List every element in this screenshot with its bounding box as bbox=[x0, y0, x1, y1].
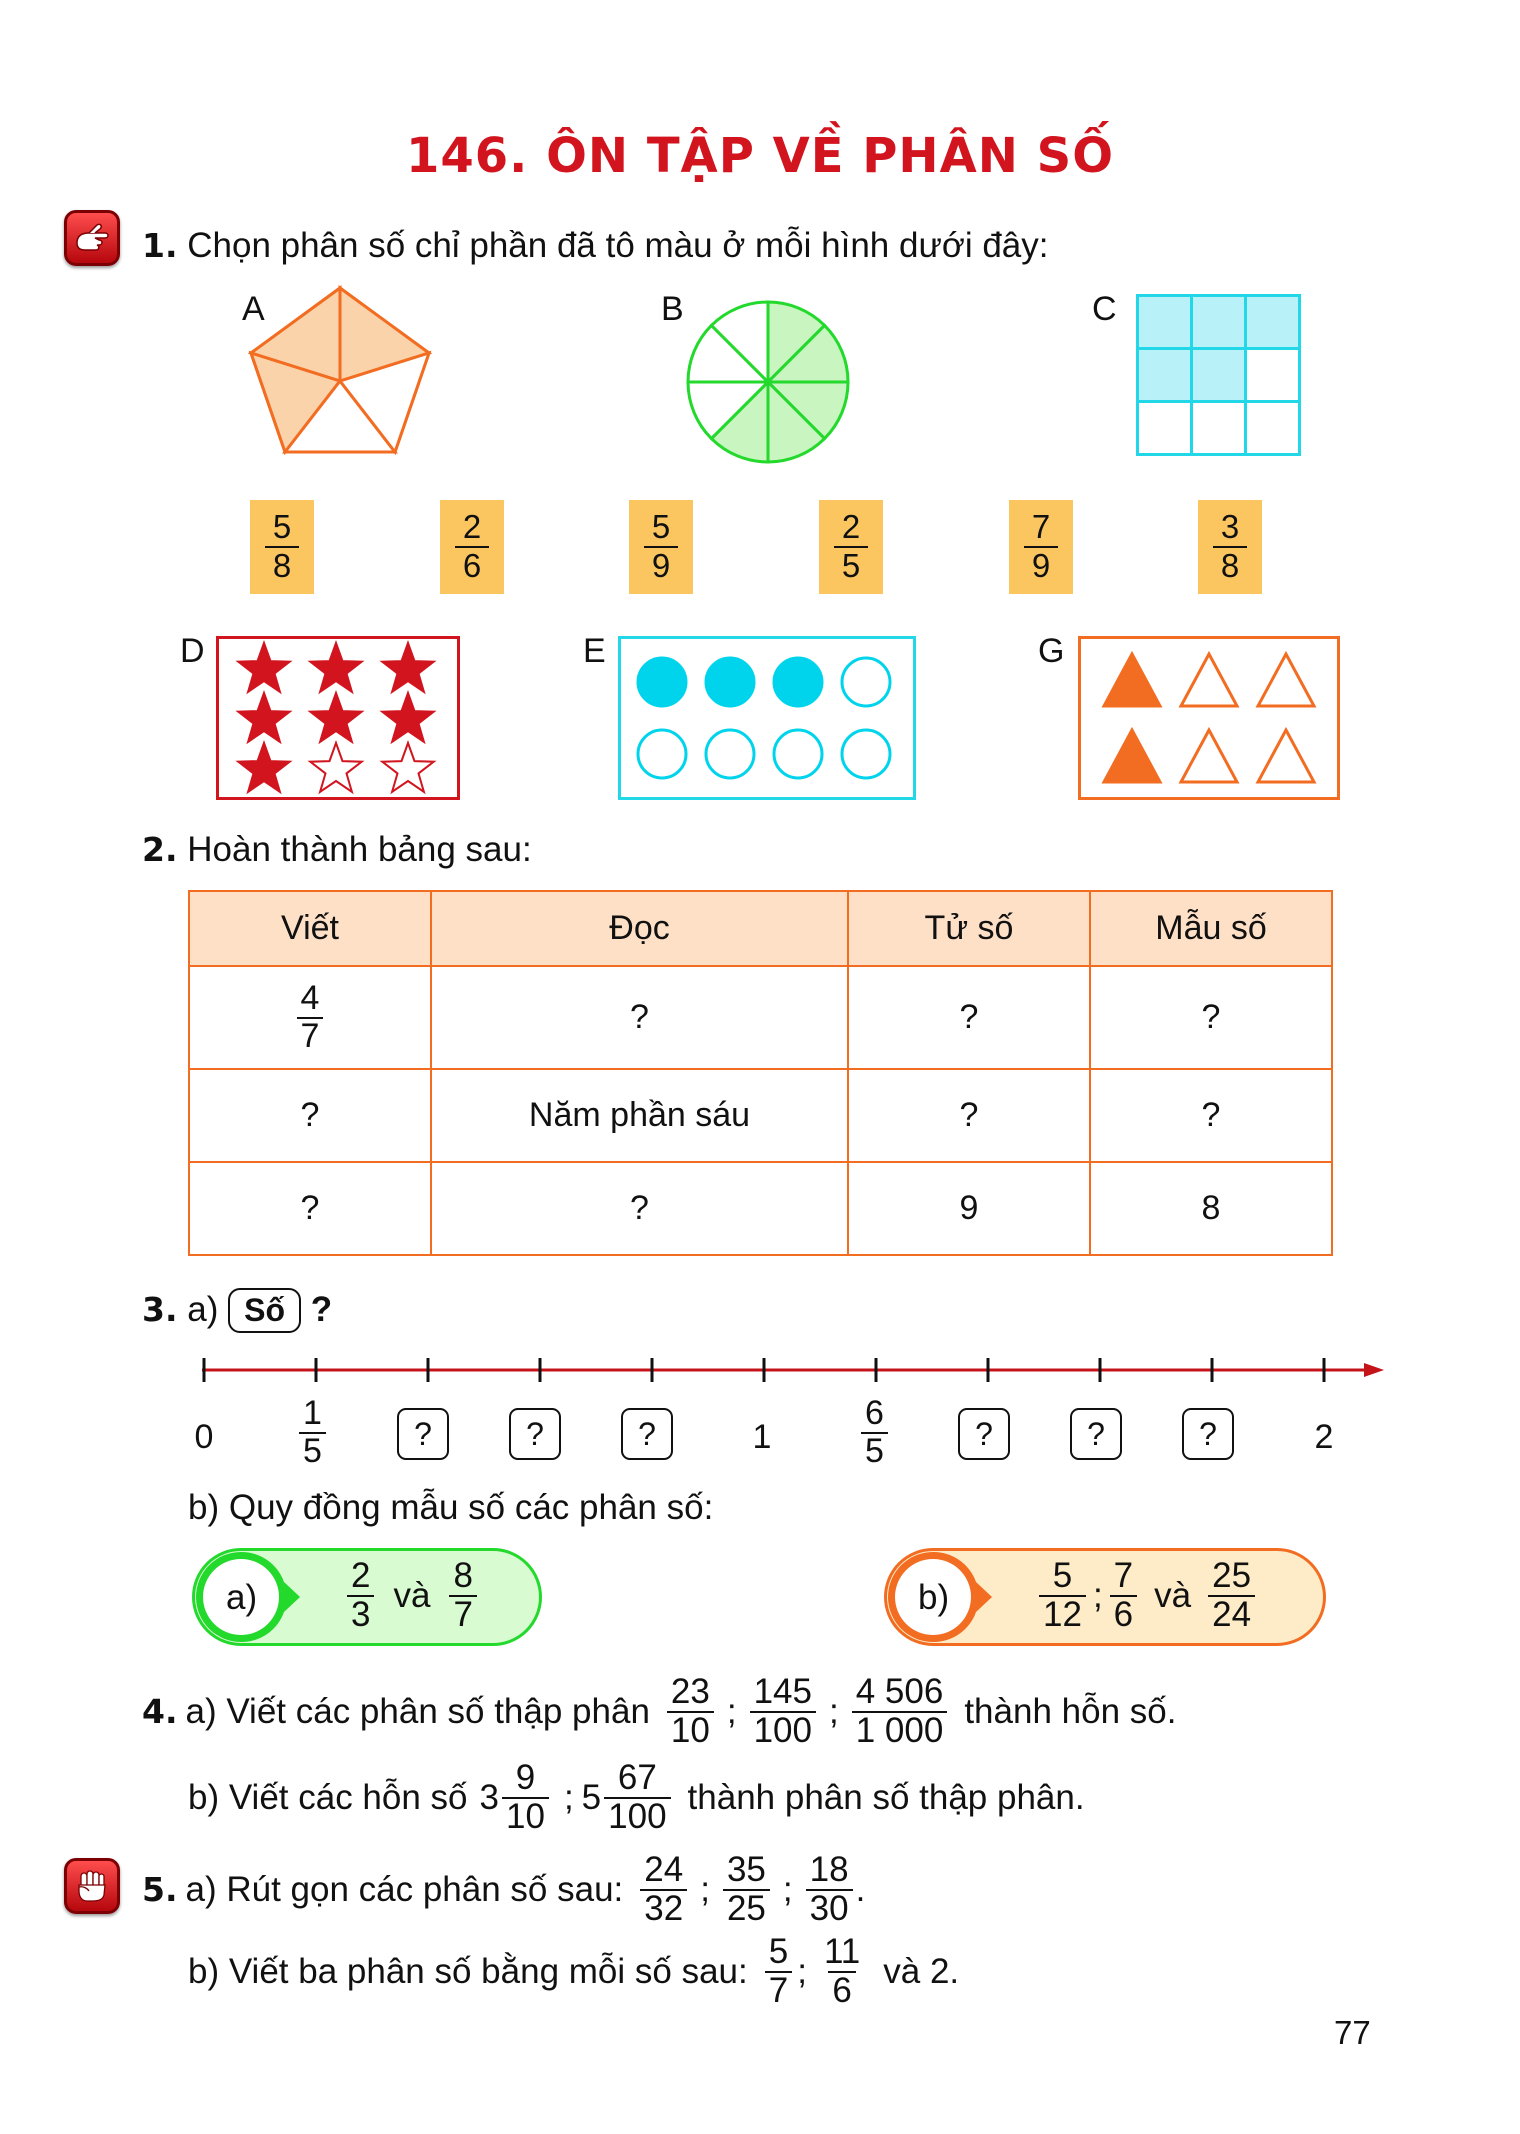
page-title: 146. ÔN TẬP VỀ PHÂN SỐ bbox=[405, 128, 1114, 184]
numerator: 7 bbox=[1113, 1556, 1134, 1595]
cell-read[interactable]: Năm phần sáu bbox=[431, 1069, 848, 1162]
numerator: 11 bbox=[823, 1932, 861, 1971]
dot-filled-icon bbox=[774, 658, 822, 706]
fraction-card[interactable] bbox=[819, 500, 883, 594]
denominator: 10 bbox=[667, 1711, 714, 1750]
denominator: 100 bbox=[604, 1797, 670, 1836]
fraction-card[interactable] bbox=[629, 500, 693, 594]
cell-denominator[interactable]: ? bbox=[1090, 1069, 1332, 1162]
q4-b-end: thành phân số thập phân. bbox=[687, 1777, 1085, 1817]
shape-label-b: B bbox=[661, 290, 684, 328]
separator: ; bbox=[1092, 1575, 1103, 1615]
answer-box[interactable]: ? bbox=[1182, 1408, 1234, 1460]
separator: ; bbox=[829, 1691, 839, 1731]
denominator: 100 bbox=[750, 1711, 816, 1750]
denominator: 24 bbox=[1208, 1595, 1255, 1634]
q4-a-end: thành hỗn số. bbox=[964, 1691, 1177, 1731]
shape-label-d: D bbox=[180, 632, 205, 670]
dot-outline-icon bbox=[706, 730, 754, 778]
fraction-card[interactable] bbox=[1198, 500, 1262, 594]
grid-cell bbox=[1192, 349, 1246, 402]
denominator: 32 bbox=[640, 1889, 687, 1928]
pill-b-pointer bbox=[884, 1548, 1024, 1646]
q5-b-text: b) Viết ba phân số bằng mỗi số sau: bbox=[188, 1951, 748, 1991]
cell-write[interactable]: ? bbox=[189, 1069, 431, 1162]
dot-outline-icon bbox=[842, 658, 890, 706]
dot-filled-icon bbox=[638, 658, 686, 706]
answer-box[interactable]: ? bbox=[621, 1408, 673, 1460]
cell-write[interactable]: ? bbox=[189, 1162, 431, 1255]
fraction-card[interactable] bbox=[250, 500, 314, 594]
numerator: 35 bbox=[726, 1850, 766, 1889]
numerator: 1 bbox=[303, 1394, 322, 1432]
fraction-table bbox=[188, 890, 1333, 1256]
denominator: 7 bbox=[449, 1595, 476, 1634]
q1-line bbox=[142, 226, 1048, 266]
numerator: 4 506 bbox=[855, 1672, 944, 1711]
so-question: ? bbox=[310, 1290, 333, 1329]
grid-cell bbox=[1192, 296, 1246, 349]
q1-text: Chọn phân số chỉ phần đã tô màu ở mỗi hình dưới đây: bbox=[187, 226, 1049, 265]
tick-label-zero: 0 bbox=[194, 1418, 214, 1456]
mixed-whole: 3 bbox=[479, 1777, 499, 1817]
card-denominator: 8 bbox=[265, 546, 299, 585]
dot-outline-icon bbox=[842, 730, 890, 778]
numerator: 8 bbox=[453, 1556, 473, 1595]
tick-label-one-fifth bbox=[296, 1396, 329, 1469]
triangles-figure bbox=[1078, 636, 1340, 800]
tick-label-six-fifths bbox=[858, 1396, 891, 1469]
separator: ; bbox=[726, 1691, 737, 1731]
shape-label-c: C bbox=[1092, 290, 1117, 328]
q4-b-text: b) Viết các hỗn số bbox=[188, 1777, 468, 1817]
cell-denominator[interactable]: ? bbox=[1090, 966, 1332, 1069]
numerator: 145 bbox=[753, 1672, 812, 1711]
card-denominator: 9 bbox=[644, 546, 678, 585]
q5-b-line bbox=[188, 1934, 959, 2010]
fraction-card[interactable] bbox=[1009, 500, 1073, 594]
answer-box[interactable]: ? bbox=[509, 1408, 561, 1460]
dot-filled-icon bbox=[706, 658, 754, 706]
q3-line bbox=[142, 1288, 332, 1333]
cell-numerator[interactable]: ? bbox=[848, 966, 1090, 1069]
card-numerator: 5 bbox=[272, 508, 292, 546]
pill-b-label: b) bbox=[918, 1578, 950, 1617]
q5-a-text: a) Rút gọn các phân số sau: bbox=[185, 1869, 624, 1909]
numerator: 67 bbox=[617, 1758, 657, 1797]
denominator: 7 bbox=[297, 1017, 324, 1055]
pill-a-content bbox=[344, 1558, 480, 1634]
card-numerator: 2 bbox=[841, 508, 861, 546]
separator: ; bbox=[782, 1869, 793, 1909]
card-denominator: 6 bbox=[455, 546, 489, 585]
dot-outline-icon bbox=[774, 730, 822, 778]
denominator: 5 bbox=[861, 1432, 888, 1470]
card-numerator: 7 bbox=[1031, 508, 1051, 546]
separator: ; bbox=[700, 1869, 710, 1909]
numerator: 5 bbox=[1052, 1556, 1073, 1595]
circle-figure bbox=[682, 296, 854, 468]
q4-a-text: a) Viết các phân số thập phân bbox=[185, 1691, 650, 1731]
cell-numerator[interactable]: 9 bbox=[848, 1162, 1090, 1255]
denominator: 6 bbox=[828, 1971, 855, 2010]
q2-text: Hoàn thành bảng sau: bbox=[187, 830, 532, 869]
denominator: 3 bbox=[347, 1595, 374, 1634]
q5-a-line bbox=[142, 1852, 865, 1928]
tick-label-one: 1 bbox=[752, 1418, 772, 1456]
header-read: Đọc bbox=[431, 891, 848, 966]
answer-box[interactable]: ? bbox=[1070, 1408, 1122, 1460]
q3-part-a: a) bbox=[187, 1290, 219, 1329]
grid-cell bbox=[1192, 402, 1246, 455]
card-numerator: 3 bbox=[1220, 508, 1240, 546]
card-numerator: 2 bbox=[462, 508, 482, 546]
dots-figure bbox=[618, 636, 916, 800]
stars-figure bbox=[216, 636, 460, 800]
grid-figure bbox=[1136, 294, 1304, 460]
header-denominator: Mẫu số bbox=[1090, 891, 1332, 966]
cell-read[interactable]: ? bbox=[431, 1162, 848, 1255]
q4-b-line bbox=[188, 1760, 1085, 1836]
cell-read[interactable]: ? bbox=[431, 966, 848, 1069]
header-write: Viết bbox=[189, 891, 431, 966]
numerator: 5 bbox=[768, 1932, 789, 1971]
numerator: 25 bbox=[1212, 1556, 1252, 1595]
denominator: 25 bbox=[723, 1889, 770, 1928]
and-word: và bbox=[1154, 1575, 1192, 1615]
q5-b-end: và 2. bbox=[883, 1951, 960, 1991]
pill-b-content bbox=[1036, 1558, 1258, 1634]
pentagon-figure bbox=[244, 284, 436, 466]
separator: ; bbox=[563, 1777, 574, 1817]
arrow-head-icon bbox=[1364, 1363, 1384, 1377]
number-line bbox=[190, 1350, 1390, 1390]
q4-a-line bbox=[142, 1674, 1176, 1750]
q3-number: 3. bbox=[142, 1290, 178, 1329]
denominator: 6 bbox=[1110, 1595, 1137, 1634]
card-denominator: 8 bbox=[1213, 546, 1247, 585]
dot-outline-icon bbox=[638, 730, 686, 778]
pill-a-label: a) bbox=[226, 1578, 258, 1617]
grid-cell bbox=[1138, 296, 1192, 349]
q5-number: 5. bbox=[142, 1870, 178, 1910]
numerator: 4 bbox=[300, 978, 320, 1017]
q1-number: 1. bbox=[142, 226, 178, 265]
card-denominator: 5 bbox=[834, 546, 868, 585]
denominator: 30 bbox=[806, 1889, 853, 1928]
shape-label-a: A bbox=[242, 290, 265, 328]
shape-label-g: G bbox=[1038, 632, 1065, 670]
q4-number: 4. bbox=[142, 1692, 178, 1732]
cell-write[interactable] bbox=[189, 966, 431, 1069]
grid-cell bbox=[1246, 349, 1300, 402]
denominator: 7 bbox=[765, 1971, 792, 2010]
and-word: và bbox=[393, 1575, 431, 1615]
numerator: 2 bbox=[351, 1556, 371, 1595]
grid-cell bbox=[1138, 402, 1192, 455]
shape-label-e: E bbox=[583, 632, 606, 670]
denominator: 10 bbox=[502, 1797, 549, 1836]
hand-point-icon bbox=[64, 210, 120, 266]
card-numerator: 5 bbox=[651, 508, 671, 546]
grid-cell bbox=[1246, 296, 1300, 349]
numerator: 24 bbox=[644, 1850, 684, 1889]
denominator: 12 bbox=[1039, 1595, 1086, 1634]
mixed-whole: 5 bbox=[581, 1777, 602, 1817]
fraction-card[interactable] bbox=[440, 500, 504, 594]
so-box: Số bbox=[228, 1288, 301, 1333]
q2-line bbox=[142, 830, 532, 870]
separator: ; bbox=[797, 1951, 807, 1991]
numerator: 6 bbox=[865, 1394, 884, 1432]
answer-box[interactable]: ? bbox=[958, 1408, 1010, 1460]
header-numerator: Tử số bbox=[848, 891, 1090, 966]
answer-box[interactable]: ? bbox=[397, 1408, 449, 1460]
pill-a-pointer bbox=[192, 1548, 332, 1646]
cell-denominator[interactable]: 8 bbox=[1090, 1162, 1332, 1255]
grid-cell bbox=[1138, 349, 1192, 402]
period: . bbox=[855, 1869, 866, 1909]
card-denominator: 9 bbox=[1024, 546, 1058, 585]
q2-number: 2. bbox=[142, 830, 178, 869]
q3-part-b: b) Quy đồng mẫu số các phân số: bbox=[188, 1488, 714, 1527]
numerator: 23 bbox=[670, 1672, 710, 1711]
grid-cell bbox=[1246, 402, 1300, 455]
tick-label-two: 2 bbox=[1314, 1418, 1334, 1456]
denominator: 5 bbox=[299, 1432, 326, 1470]
fist-icon bbox=[64, 1858, 120, 1914]
numerator: 18 bbox=[809, 1850, 849, 1889]
page-number: 77 bbox=[1334, 2014, 1371, 2051]
numerator: 9 bbox=[515, 1758, 536, 1797]
denominator: 1 000 bbox=[852, 1711, 948, 1750]
cell-numerator[interactable]: ? bbox=[848, 1069, 1090, 1162]
